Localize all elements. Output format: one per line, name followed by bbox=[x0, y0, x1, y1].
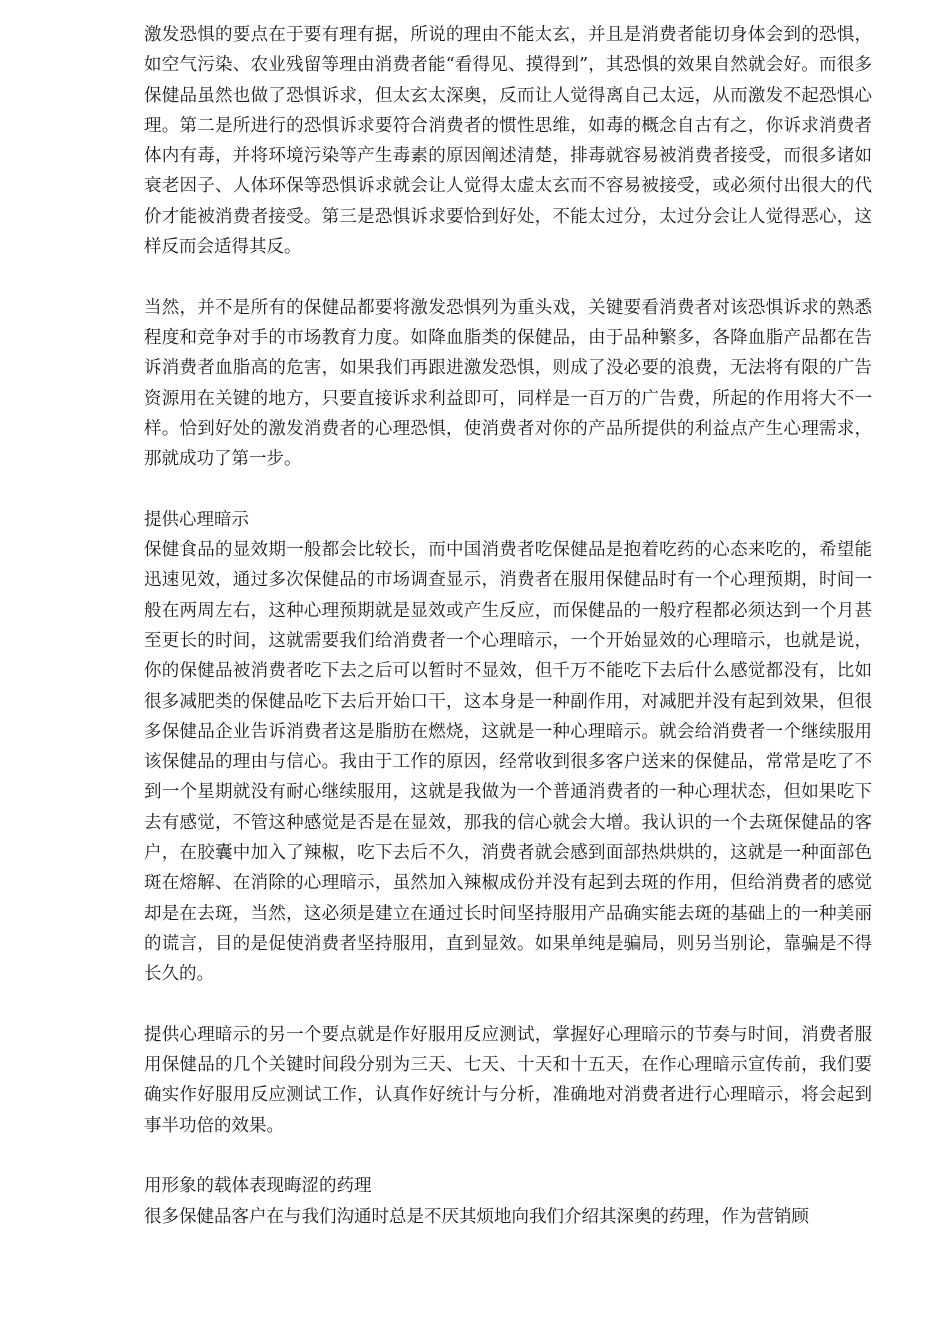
document-page bbox=[144, 20, 872, 1232]
paragraph-fear-appeal-caveat: 当然，并不是所有的保健品都要将激发恐惧列为重头戏，关键要看消费者对该恐惧诉求的熟悉程度和竞争对手的市场教育力度。如降血脂类的保健品，由于品种繁多，各降血脂产品都在告诉消费者血脂高的危害，如果我们再跟进激发恐惧，则成了没必要的浪费，无法将有限的广告资源用在关键的地方，只要直接诉求利益即可，同样是一百万的广告费，所起的作用将大不一样。恰到好处的激发消费者的心理恐惧，使消费者对你的产品所提供的利益点产生心理需求，那就成功了第一步。 bbox=[144, 297, 872, 470]
paragraph-spacer bbox=[144, 474, 872, 504]
section-heading-psychological-hint: 提供心理暗示 bbox=[144, 509, 249, 530]
paragraph-visual-carrier: 很多保健品客户在与我们沟通时总是不厌其烦地向我们介绍其深奥的药理，作为营销顾 bbox=[144, 1206, 809, 1227]
paragraph-psychological-hint: 保健食品的显效期一般都会比较长，而中国消费者吃保健品是抱着吃药的心态来吃的，希望能迅速见效，通过多次保健品的市场调查显示，消费者在服用保健品时有一个心理预期，时间一般在两周左右，这种心理预期就是显效或产生反应，而保健品的一般疗程都必须达到一个月甚至更长的时间，这就需要我们给消费者一个心理暗示，一个开始显效的心理暗示，也就是说，你的保健品被消费者吃下去之后可以暂时不显效，但千万不能吃下去后什么感觉都没有，比如很多减肥类的保健品吃下去后开始口干，这本身是一种副作用，对减肥并没有起到效果，但很多保健品企业告诉消费者这是脂肪在燃烧，这就是一种心理暗示。就会给消费者一个继续服用该保健品的理由与信心。我由于工作的原因，经常收到很多客户送来的保健品，常常是吃了不到一个星期就没有耐心继续服用，这就是我做为一个普通消费者的一种心理状态，但如果吃下去有感觉，不管这种感觉是否是在显效，那我的信心就会大增。我认识的一个去斑保健品的客户，在胶囊中加入了辣椒，吃下去后不久，消费者就会感到面部热烘烘的，这就是一种面部色斑在熔解、在消除的心理暗示，虽然加入辣椒成份并没有起到去斑的作用，但给消费者的感觉却是在去斑，当然，这必须是建立在通过长时间坚持服用产品确实能去斑的基础上的一种美丽的谎言，目的是促使消费者坚持服用，直到显效。如果单纯是骗局，则另当别论，靠骗是不得长久的。 bbox=[144, 540, 872, 985]
paragraph-reaction-testing: 提供心理暗示的另一个要点就是作好服用反应测试，掌握好心理暗示的节奏与时间，消费者服用保健品的几个关键时间段分别为三天、七天、十天和十五天，在作心理暗示宣传前，我们要确实作好服用反应测试工作，认真作好统计与分析，准确地对消费者进行心理暗示，将会起到事半功倍的效果。 bbox=[144, 1024, 872, 1136]
paragraph-spacer bbox=[144, 262, 872, 292]
paragraph-spacer bbox=[144, 1141, 872, 1171]
paragraph-fear-appeal-points: 激发恐惧的要点在于要有理有据，所说的理由不能太玄，并且是消费者能切身体会到的恐惧，如空气污染、农业残留等理由消费者能“看得见、摸得到”，其恐惧的效果自然就会好。而很多保健品虽然也做了恐惧诉求，但太玄太深奥，反而让人觉得离自己太远，从而激发不起恐惧心理。第二是所进行的恐惧诉求要符合消费者的惯性思维，如毒的概念自古有之，你诉求消费者体内有毒，并将环境污染等产生毒素的原因阐述清楚，排毒就容易被消费者接受，而很多诸如衰老因子、人体环保等恐惧诉求就会让人觉得太虚太玄而不容易被接受，或必须付出很大的代价才能被消费者接受。第三是恐惧诉求要恰到好处，不能太过分，太过分会让人觉得恶心，这样反而会适得其反。 bbox=[144, 25, 872, 258]
paragraph-spacer bbox=[144, 990, 872, 1020]
section-heading-visual-carrier: 用形象的载体表现晦涩的药理 bbox=[144, 1176, 372, 1197]
